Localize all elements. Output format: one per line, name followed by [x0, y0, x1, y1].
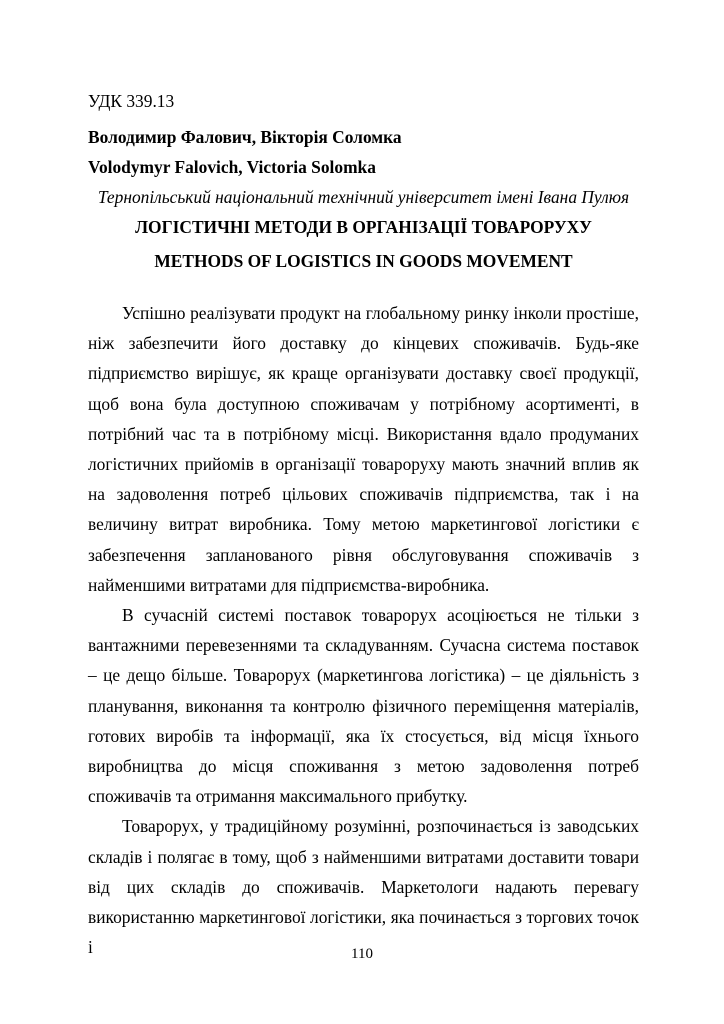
article-body — [88, 298, 639, 962]
authors-english: Volodymyr Falovich, Victoria Solomka — [88, 157, 376, 177]
affiliation: Тернопільський національний технічний університет імені Івана Пулюя — [97, 187, 630, 207]
paragraph-2: В сучасній системі поставок товарорух асоціюється не тільки з вантажними перевезеннями та складуванням. Сучасна система поставок – це дещо більше. Товарорух (маркетингова логістика) – це діяльність з планування, виконання та контролю фізичного переміщення матеріалів, готових виробів та інформації, яка їх стосується, від місця їхнього виробництва до місця споживання з метою задоволення потреб споживачів та отримання максимального прибутку. — [88, 605, 639, 807]
paper-title-ukrainian: ЛОГІСТИЧНІ МЕТОДИ В ОРГАНІЗАЦІЇ ТОВАРОРУХУ — [135, 217, 592, 237]
page-number: 110 — [351, 946, 373, 962]
authors-ukrainian: Володимир Фалович, Вікторія Соломка — [88, 127, 402, 147]
udk-code: УДК 339.13 — [88, 91, 175, 111]
paper-page — [88, 86, 639, 962]
paragraph-1: Успішно реалізувати продукт на глобальному ринку інколи простіше, ніж забезпечити його доставку до кінцевих споживачів. Будь-яке підприємство вирішує, як краще організувати доставку своєї продукції, щоб вона була доступною споживачам у потрібному асортименті, в потрібний час та в потрібному місці. Використання вдало продуманих логістичних прийомів в організації товароруху мають значний вплив як на задоволення потреб цільових споживачів підприємства, так і на величину витрат виробника. Тому метою маркетингової логістики є забезпечення запланованого рівня обслуговування споживачів з найменшими витратами для підприємства-виробника. — [88, 303, 639, 595]
paragraph-3: Товарорух, у традиційному розумінні, розпочинається із заводських складів і полягає в тому, щоб з найменшими витратами доставити товари від цих складів до споживачів. Маркетологи надають перевагу використанню маркетингової логістики, яка починається з торгових точок і — [88, 816, 639, 958]
paper-title-english: METHODS OF LOGISTICS IN GOODS MOVEMENT — [154, 251, 573, 271]
